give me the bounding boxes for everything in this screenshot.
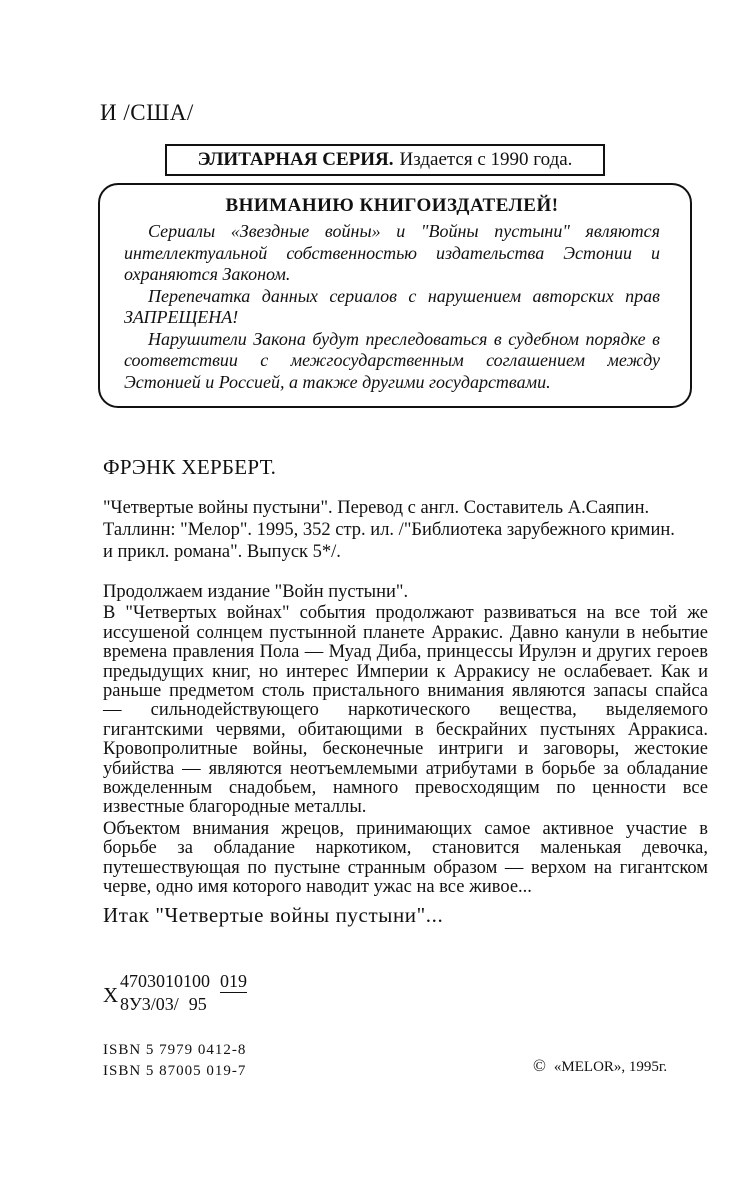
isbn-line: ISBN 5 7979 0412-8 (103, 1042, 247, 1058)
annotation-paragraph: Объектом внимания жрецов, принимающих самое активное участие в борьбе за обладание наркотиком, становится маленькая девочка, путешествующая по пустыне странным образом — верхом на гигантском черве, одно имя которого наводит ужас на все живое... (103, 818, 708, 898)
biblio-line: Таллинн: "Мелор". 1995, 352 стр. ил. /"Библиотека зарубежного кримин. (103, 520, 675, 540)
author-name: ФРЭНК ХЕРБЕРТ. (103, 455, 277, 479)
classification-bottom-left: 8У3/03/ (120, 994, 179, 1014)
header-code: И /США/ (100, 100, 194, 125)
copyright-icon: © (533, 1056, 546, 1075)
classification-bottom-right: 95 (188, 994, 207, 1014)
notice-paragraph: Перепечатка данных сериалов с нарушением авторских прав ЗАПРЕЩЕНА! (124, 285, 660, 327)
isbn-block (103, 1040, 246, 1082)
closing-line: Итак "Четвертые войны пустыни"... (103, 903, 444, 927)
notice-paragraph: Нарушители Закона будут преследоваться в судебном порядке в соответствии с межгосударственным соглашением между Эстонией и Россией, а также другими государствами. (124, 328, 660, 392)
classification-fraction (120, 970, 247, 1015)
publisher-notice-box (98, 183, 692, 408)
classification-top-right: 019 (220, 971, 247, 991)
annotation-paragraph: В "Четвертых войнах" события продолжают развиваться на все той же иссушеной солнцем пустынной планете Арракис. Давно канули в небытие времена правления Пола — Муад Диба, принцессы Ирулэн и других героев предыдущих книг, но интерес Империи к Арракису не ослабевает. Как и раньше предметом столь пристального внимания являются запасы спайса — сильнодействующего наркотического вещества, выделяемого гигантскими червями, обитающими в бескрайних пустынях Арракиса. Кровопролитные войны, бесконечные интриги и заговоры, жестокие убийства — являются неотъемлемыми атрибутами в борьбе за обладание вожделенным снадобьем, намного превосходящим по ценности все известные благородные металлы. (103, 603, 708, 818)
notice-paragraph: Сериалы «Звездные войны» и "Войны пустыни" являются интеллектуальной собственностью издательства Эстонии и охраняются Законом. (124, 221, 660, 284)
classification-top-left: 4703010100 (120, 971, 210, 991)
series-label: ЭЛИТАРНАЯ СЕРИЯ. (197, 149, 394, 170)
notice-title: ВНИМАНИЮ КНИГОИЗДАТЕЛЕЙ! (225, 195, 559, 216)
copyright-text: «MELOR», 1995г. (553, 1059, 668, 1075)
biblio-line: и прикл. романа". Выпуск 5*/. (103, 542, 341, 562)
series-text: Издается с 1990 года. (399, 149, 573, 170)
isbn-line: ISBN 5 87005 019-7 (103, 1063, 247, 1079)
classification-letter: Х (103, 983, 119, 1007)
series-box (165, 144, 605, 176)
copyright-notice (533, 1056, 667, 1076)
annotation-text (103, 583, 708, 900)
annotation-paragraph: Продолжаем издание "Войн пустыни". (103, 582, 409, 602)
biblio-line: "Четвертые войны пустыни". Перевод с англ. Составитель А.Саяпин. (103, 498, 650, 518)
bibliographic-record (103, 497, 703, 563)
